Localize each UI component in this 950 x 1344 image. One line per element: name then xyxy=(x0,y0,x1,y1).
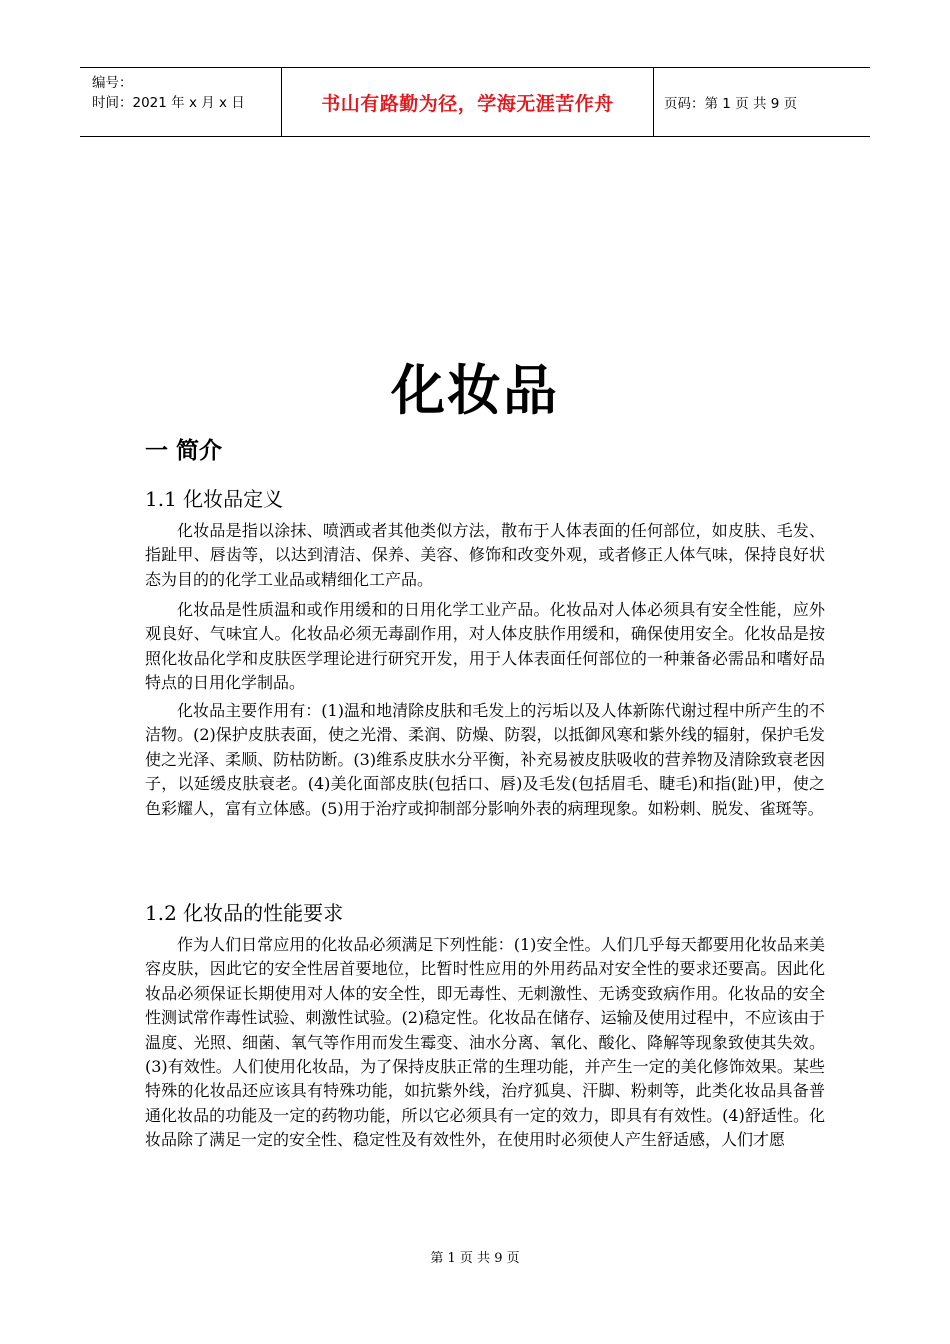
paragraph-requirements-1: 作为人们日常应用的化妆品必须满足下列性能：(1)安全性。人们几乎每天都要用化妆品来美容皮肤，因此它的安全性居首要地位，比暂时性应用的外用药品对安全性的要求还要高。因此化妆品必须保证长期使用对人体的安全性，即无毒性、无刺激性、无诱变致病作用。化妆品的安全性测试常作毒性试验、刺激性试验。(2)稳定性。化妆品在储存、运输及使用过程中，不应该由于温度、光照、细菌、氧气等作用而发生霉变、油水分离、氧化、酸化、降解等现象致使其失效。(3)有效性。人们使用化妆品，为了保持皮肤正常的生理功能，并产生一定的美化修饰效果。某些特殊的化妆品还应该具有特殊功能，如抗紫外线，治疗狐臭、汗脚、粉刺等，此类化妆品具备普通化妆品的功能及一定的药物功能，所以它必须具有一定的效力，即具有有效性。(4)舒适性。化妆品除了满足一定的安全性、稳定性及有效性外，在使用时必须使人产生舒适感，人们才愿 xyxy=(145,935,825,1150)
section-heading-intro: 一 简介 xyxy=(145,438,223,464)
header-motto: 书山有路勤为径，学海无涯苦作舟 xyxy=(282,68,654,136)
document-title: 化妆品 xyxy=(391,359,559,422)
document-number-label: 编号： xyxy=(92,75,133,91)
subsection-heading-requirements: 1.2 化妆品的性能要求 xyxy=(145,901,344,925)
header-meta-cell xyxy=(80,68,282,136)
document-header xyxy=(80,67,870,137)
document-date-label: 时间：2021 年 x 月 x 日 xyxy=(92,95,245,111)
page-footer: 第 1 页 共 9 页 xyxy=(430,1251,520,1266)
paragraph-definition-3: 化妆品主要作用有：(1)温和地清除皮肤和毛发上的污垢以及人体新陈代谢过程中所产生的不洁物。(2)保护皮肤表面，使之光滑、柔润、防燥、防裂，以抵御风寒和紫外线的辐射，保护毛发使之光泽、柔顺、防枯防断。(3)维系皮肤水分平衡，补充易被皮肤吸收的营养物及清除致衰老因子，以延缓皮肤衰老。(4)美化面部皮肤(包括口、唇)及毛发(包括眉毛、睫毛)和指(趾)甲，使之色彩耀人，富有立体感。(5)用于治疗或抑制部分影响外表的病理现象。如粉刺、脱发、雀斑等。 xyxy=(145,701,825,818)
paragraph-definition-1: 化妆品是指以涂抹、喷洒或者其他类似方法，散布于人体表面的任何部位，如皮肤、毛发、指趾甲、唇齿等，以达到清洁、保养、美容、修饰和改变外观，或者修正人体气味，保持良好状态为目的的化学工业品或精细化工产品。 xyxy=(145,521,825,589)
subsection-heading-definition: 1.1 化妆品定义 xyxy=(145,487,284,511)
header-page-info: 页码：第 1 页 共 9 页 xyxy=(664,96,798,112)
paragraph-definition-2: 化妆品是性质温和或作用缓和的日用化学工业产品。化妆品对人体必须具有安全性能，应外观良好、气味宜人。化妆品必须无毒副作用，对人体皮肤作用缓和，确保使用安全。化妆品是按照化妆品化学和皮肤医学理论进行研究开发，用于人体表面任何部位的一种兼备必需品和嗜好品特点的日用化学制品。 xyxy=(145,600,825,693)
